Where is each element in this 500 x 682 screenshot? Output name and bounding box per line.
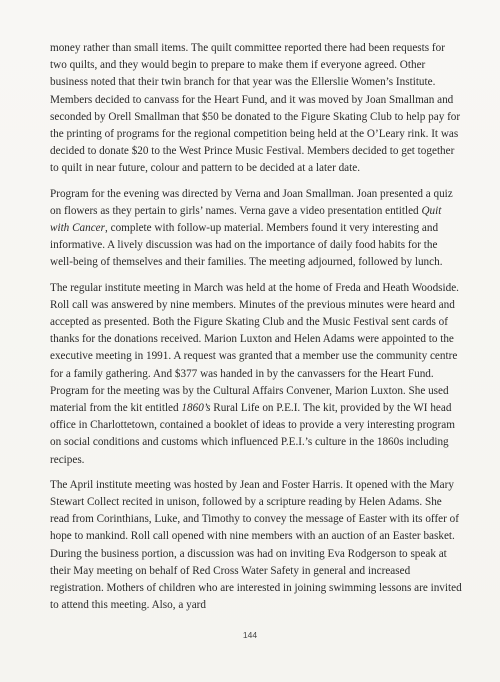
paragraph-text: Rural Life on P.E.I. The kit, provided by the WI head office in Charlottetown, contained a booklet of ideas to provide a very interesting program on social conditions and customs which influenced P.E.I.’s culture in the 1860s including recipes.	[50, 402, 455, 466]
paragraph-quilt-business	[50, 40, 462, 178]
paragraph-march-meeting	[50, 280, 462, 469]
paragraph-text: The April institute meeting was hosted by Jean and Foster Harris. It opened with the Mary Stewart Collect recited in unison, followed by a scripture reading by Helen Adams. She read from Corinthians, Luke, and Timothy to convey the message of Easter with its offer of hope to mankind. Roll call opened with nine members with an auction of an Easter basket. During the business portion, a discussion was had on inviting Eva Rodgerson to speak at their May meeting on behalf of Red Cross Water Safety in general and increased registration. Mothers of children who are interested in joining swimming lessons are invited to attend this meeting. Also, a yard	[50, 478, 462, 612]
paragraph-program-evening	[50, 186, 462, 272]
video-title: Quit with Cancer	[50, 204, 442, 235]
paragraph-text: money rather than small items. The quilt committee reported there had been requests for two quilts, and they would begin to prepare to make them if everyone agreed. Other business noted that their twin branch for that year was the Ellerslie Women’s Institute. Members decided to canvass for the Heart Fund, and it was moved by Joan Smallman and seconded by Orell Smallman that $50 be donated to the Figure Skating Club to help pay for the printing of programs for the regional competition being held at the O’Leary rink. It was decided to donate $20 to the West Prince Music Festival. Members decided to get together to quilt in near future, colour and pattern to be decided at a later date.	[50, 42, 461, 175]
page-number: 144	[242, 630, 258, 640]
paragraph-text: The regular institute meeting in March was held at the home of Freda and Heath Woodside. Roll call was answered by nine members. Minutes of the previous minutes were heard and accepted as presented. Both the Figure Skating Club and the Music Festival sent cards of thanks for the donations received. Marion Luxton and Helen Adams were appointed to the executive meeting in 1991. A request was granted that a member use the community centre for a family gathering. And $377 was handed in by the canvassers for the Heart Fund. Program for the meeting was by the Cultural Affairs Convener, Marion Luxton. She used material from the kit entitled	[50, 281, 459, 415]
paragraph-text: , complete with follow-up material. Members found it very interesting and informative. A lively discussion was had on the importance of daily food habits for the well-being of themselves and their families. The meeting adjourned, followed by lunch.	[50, 222, 443, 269]
paragraph-april-meeting	[50, 477, 462, 615]
kit-title: 1860’s	[181, 402, 211, 415]
paragraph-text: Program for the evening was directed by Verna and Joan Smallman. Joan presented a quiz on flowers as they pertain to girls’ names. Verna gave a video presentation entitled	[50, 187, 453, 217]
body-text	[50, 40, 462, 623]
